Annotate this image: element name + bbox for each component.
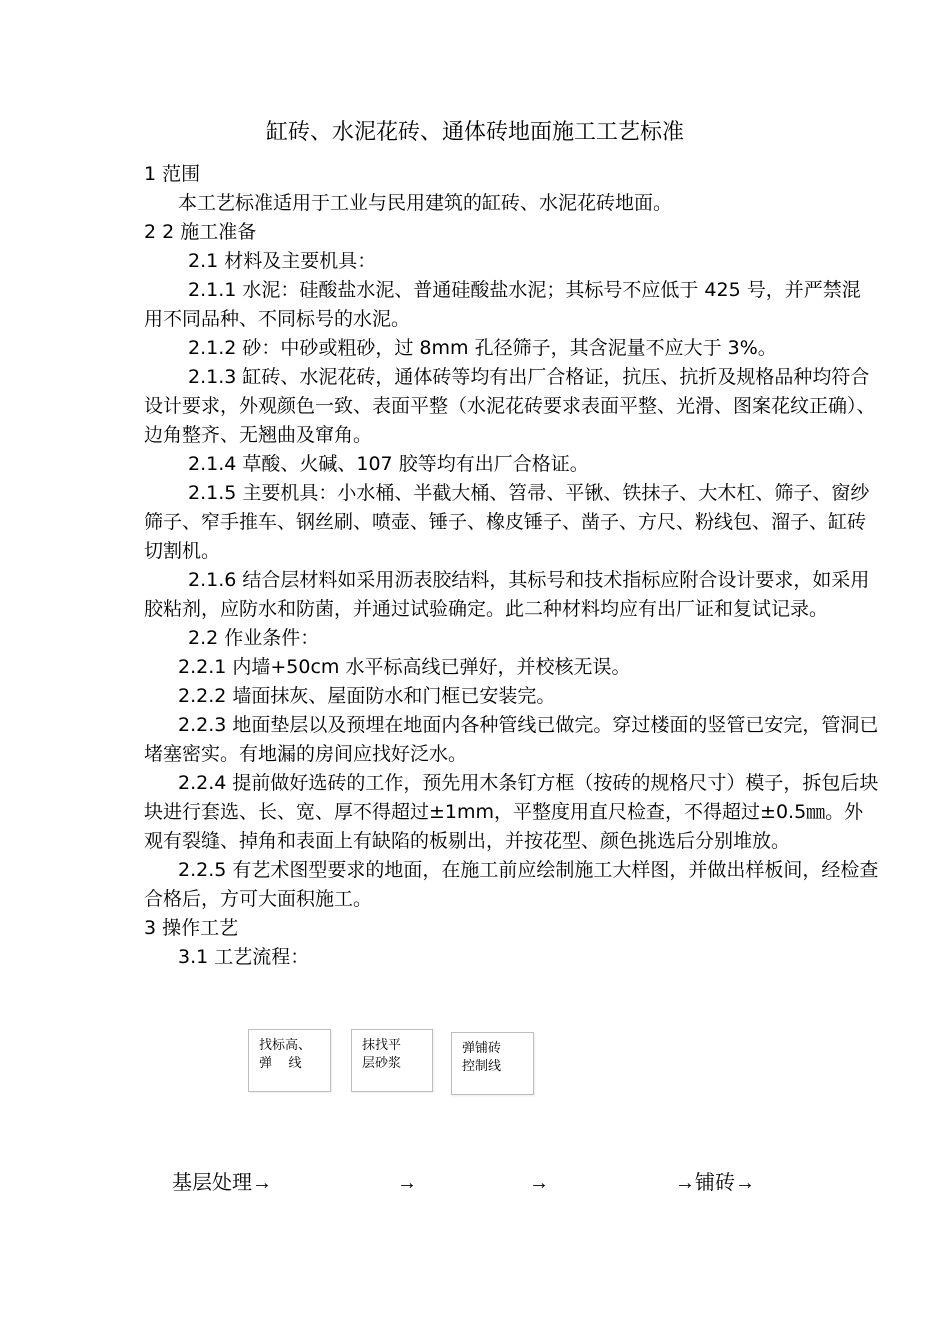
clause-2-1-2: 2.1.2 砂：中砂或粗砂，过 8mm 孔径筛子，其含泥量不应大于 3%。: [188, 337, 777, 359]
flow-arrow-3: →: [529, 1172, 549, 1194]
flow-box-screed-line2: 层砂浆: [362, 1056, 402, 1071]
clause-2-2-1: 2.2.1 内墙+50cm 水平标高线已弹好，并校核无误。: [178, 656, 631, 678]
section-3-heading: 3 操作工艺: [144, 917, 239, 939]
clause-2-1-6: 2.1.6 结合层材料如采用沥表胶结料，其标号和技术指标应附合设计要求，如采用胶粘剂，应防水和防菌，并通过试验确定。此二种材料均应有出厂证和复试记录。: [144, 569, 870, 620]
flow-box-screed: [351, 1029, 433, 1092]
clause-2-1-3: 2.1.3 缸砖、水泥花砖，通体砖等均有出厂合格证，抗压、抗折及规格品种均符合设计要求，外观颜色一致、表面平整（水泥花砖要求表面平整、光滑、图案花纹正确）、边角整齐、无翘曲及窜角。: [144, 366, 876, 446]
flow-box-control-line-line1: 弹铺砖: [462, 1041, 502, 1056]
section-1-text: 本工艺标准适用于工业与民用建筑的缸砖、水泥花砖地面。: [178, 192, 673, 214]
clause-2-1-4: 2.1.4 草酸、火碱、107 胶等均有出厂合格证。: [188, 453, 589, 475]
document-body: [144, 160, 879, 972]
subsection-2-1: 2.1 材料及主要机具：: [188, 250, 377, 272]
clause-2-1-1: 2.1.1 水泥：硅酸盐水泥、普通硅酸盐水泥；其标号不应低于 425 号，并严禁混用不同品种、不同标号的水泥。: [144, 279, 861, 330]
subsection-3-1: 3.1 工艺流程：: [178, 946, 310, 968]
clause-2-2-4: 2.2.4 提前做好选砖的工作，预先用木条钉方框（按砖的规格尺寸）模子，拆包后块块进行套选、长、宽、厚不得超过±1mm，平整度用直尺检查，不得超过±0.5㎜。外观有裂缝、掉角和表面上有缺陷的板剔出，并按花型、颜色挑选后分别堆放。: [144, 772, 879, 852]
flow-box-leveling-line1: 找标高、: [259, 1038, 312, 1053]
process-flow-row: [0, 1168, 950, 1198]
flow-box-screed-line1: 抹找平: [362, 1038, 402, 1053]
flow-step-base-treatment: 基层处理→: [172, 1172, 272, 1194]
clause-2-2-5: 2.2.5 有艺术图型要求的地面，在施工前应绘制施工大样图，并做出样板间，经检查合格后，方可大面积施工。: [144, 859, 879, 910]
flow-box-control-line-line2: 控制线: [462, 1059, 502, 1074]
subsection-2-2: 2.2 作业条件：: [188, 627, 320, 649]
flow-arrow-2: →: [397, 1172, 417, 1194]
section-1-heading: 1 范围: [144, 163, 201, 185]
clause-2-2-3: 2.2.3 地面垫层以及预埋在地面内各种管线已做完。穿过楼面的竖管已安完，管洞已堵塞密实。有地漏的房间应找好泛水。: [144, 714, 879, 765]
flow-box-leveling-line2: 弹 线: [259, 1056, 302, 1071]
flow-box-control-line: [451, 1032, 534, 1095]
flow-step-tiling: →铺砖→: [675, 1172, 755, 1194]
flow-box-leveling: [248, 1029, 331, 1092]
section-2-heading: 2 2 施工准备: [144, 221, 257, 243]
document-title: 缸砖、水泥花砖、通体砖地面施工工艺标准: [265, 120, 684, 145]
clause-2-2-2: 2.2.2 墙面抹灰、屋面防水和门框已安装完。: [178, 685, 556, 707]
clause-2-1-5: 2.1.5 主要机具：小水桶、半截大桶、笤帚、平锹、铁抹子、大木杠、筛子、窗纱筛子、窄手推车、钢丝刷、喷壶、锤子、橡皮锤子、凿子、方尺、粉线包、溜子、缸砖切割机。: [144, 482, 870, 562]
